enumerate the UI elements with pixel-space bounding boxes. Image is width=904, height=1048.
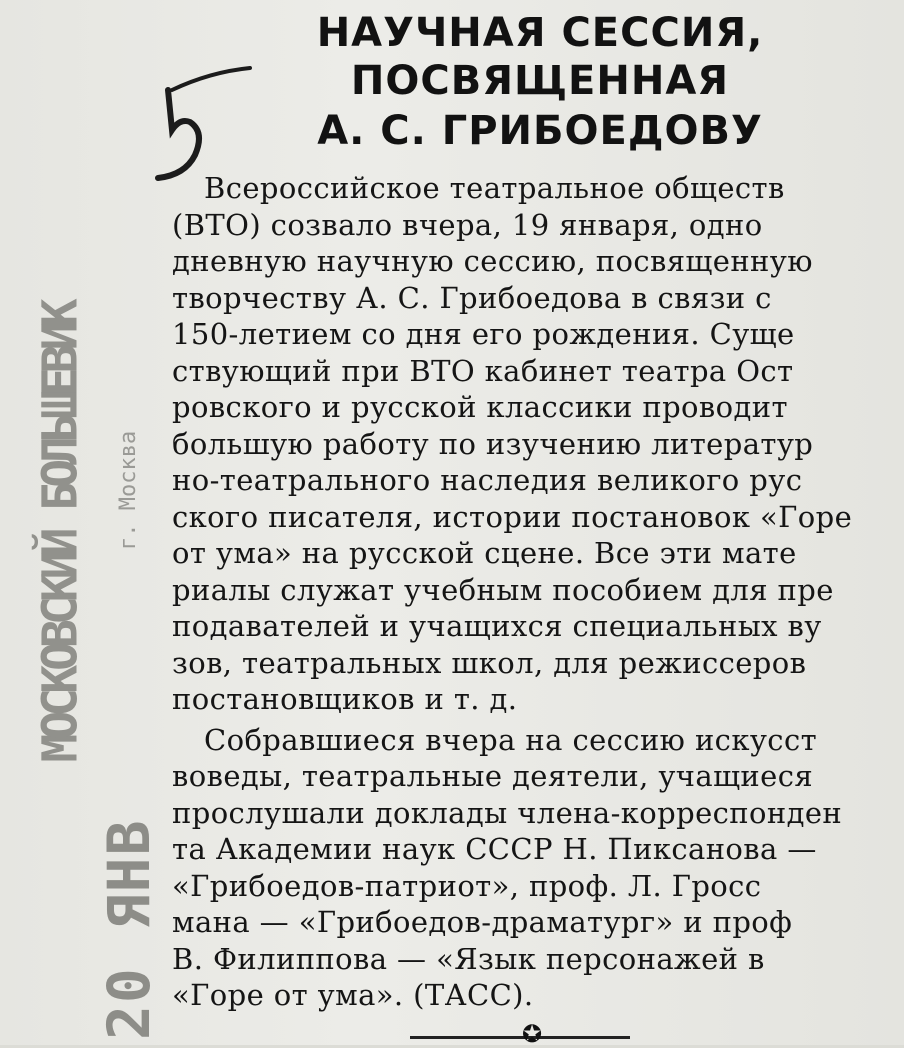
separator-rule [410, 1036, 630, 1039]
date-stamp-text: 20 ЯНВ [95, 818, 163, 1040]
paragraph1-line: ровского и русской классики проводит [172, 390, 788, 424]
star-icon: ✪ [522, 1020, 543, 1048]
paragraph1-line: Всероссийское театральное обществ [204, 171, 785, 205]
article-body [172, 170, 904, 1014]
headline-line-2: ПОСВЯЩЕННАЯ [350, 58, 730, 104]
paragraph2-line: В. Филиппова — «Язык персонажей в [172, 941, 765, 976]
paragraph2-line: та Академии наук СССР Н. Пиксанова — [172, 832, 817, 866]
paragraph1-line: постановщиков и т. д. [172, 682, 518, 716]
headline-line-3: А. С. ГРИБОЕДОВУ [317, 108, 763, 154]
headline-line-1: НАУЧНАЯ СЕССИЯ, [316, 10, 764, 56]
paragraph1-line: ствующий при ВТО кабинет театра Ост [172, 353, 794, 388]
archive-side-stamp-text: МОСКОВСКИЙ БОЛЬШЕВИК [32, 304, 89, 763]
paragraph1-line: от ума» на русской сцене. Все эти мате [172, 536, 797, 570]
paragraph2-line: прослушали доклады члена-корреспонден [172, 795, 843, 830]
date-stamp [70, 760, 180, 1040]
paragraph1-line: риалы служат учебным пособием для пре [172, 572, 834, 607]
paragraph2-line: «Грибоедов-патриот», проф. Л. Гросс [172, 868, 762, 903]
archive-side-stamp [30, 160, 105, 763]
paragraph1-line: ского писателя, истории постановок «Горе [172, 499, 853, 534]
paragraph1-line: творчеству А. С. Грибоедова в связи с [172, 280, 772, 315]
paragraph1-line: зов, театральных школ, для режиссеров [172, 645, 807, 680]
paragraph1-line: но-театрального наследия великого рус [172, 463, 803, 497]
paragraph1-line: большую работу по изучению литератур [172, 426, 814, 461]
paragraph2-line: Собравшиеся вчера на сессию искусст [204, 722, 818, 757]
city-stamp [96, 350, 176, 550]
paragraph2-line: мана — «Грибоедов-драматург» и проф [172, 905, 793, 939]
city-stamp-text: г. Москва [116, 430, 141, 550]
paragraph1-line: (ВТО) созвало вчера, 19 января, одно [172, 207, 763, 242]
paragraph1-line: подавателей и учащихся специальных ву [172, 609, 822, 643]
paragraph2-line: воведы, театральные деятели, учащиеся [172, 759, 814, 793]
paragraph2-line: «Горе от ума». (ТАСС). [172, 978, 534, 1012]
handwritten-number-mark [150, 60, 260, 185]
paragraph1-line: дневную научную сессию, посвященную [172, 244, 813, 278]
paragraph1-line: 150-летием со дня его рождения. Суще [172, 317, 795, 351]
